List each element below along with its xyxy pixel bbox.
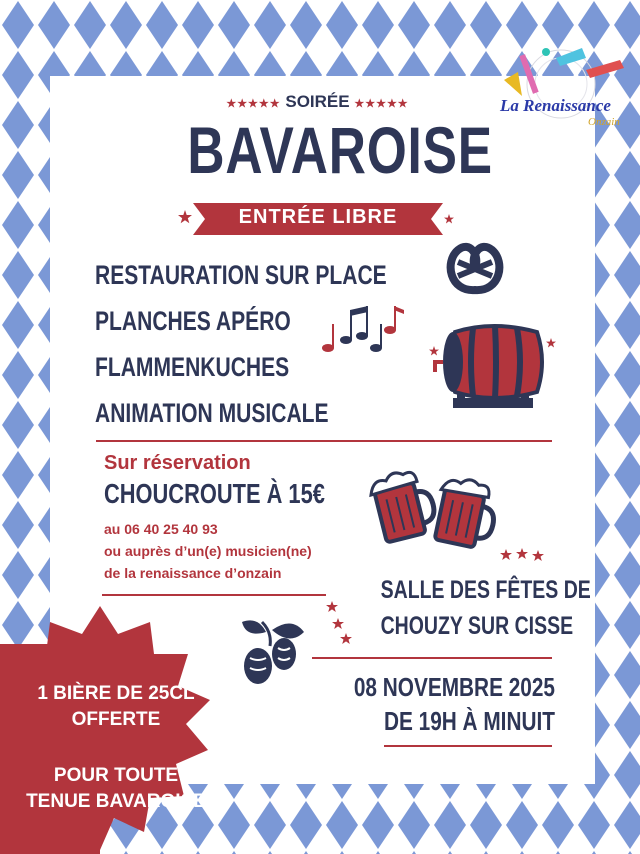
venue-line: SALLE DES FÊTES DE bbox=[380, 576, 591, 604]
star-icon bbox=[178, 210, 192, 224]
divider bbox=[312, 657, 552, 659]
divider bbox=[384, 745, 552, 747]
pretzel-icon bbox=[440, 232, 510, 298]
badge-line: OFFERTE bbox=[71, 709, 161, 730]
star-icon bbox=[546, 338, 556, 348]
badge-line: 1 BIÈRE DE 25CL bbox=[37, 683, 195, 704]
divider bbox=[96, 440, 552, 442]
pre-title bbox=[215, 92, 420, 112]
feature-item: ANIMATION MUSICALE bbox=[95, 398, 329, 428]
reservation-phone: au 06 40 25 40 93 bbox=[104, 521, 218, 537]
feature-item: RESTAURATION SUR PLACE bbox=[95, 260, 387, 290]
reservation-line: de la renaissance d’onzain bbox=[104, 565, 282, 581]
star-icon bbox=[500, 548, 548, 562]
ribbon-text: ENTRÉE LIBRE bbox=[238, 206, 398, 228]
stars-right: ★★★★★ bbox=[354, 98, 409, 110]
time-line: DE 19H À MINUIT bbox=[383, 706, 555, 736]
reservation-line: ou auprès d’un(e) musicien(ne) bbox=[104, 543, 312, 559]
reservation-meal: CHOUCROUTE À 15€ bbox=[104, 478, 325, 509]
music-notes-icon bbox=[318, 296, 408, 360]
beer-mugs-icon bbox=[368, 462, 498, 554]
star-icon bbox=[444, 214, 454, 224]
reservation-label: Sur réservation bbox=[104, 452, 251, 474]
venue-line: CHOUZY SUR CISSE bbox=[380, 612, 574, 640]
divider bbox=[102, 594, 326, 596]
logo-name: La Renaissance bbox=[500, 96, 611, 115]
page-title: BAVAROISE bbox=[187, 113, 493, 187]
badge-line: TENUE BAVAROISE bbox=[26, 791, 206, 812]
badge-line: POUR TOUTE bbox=[53, 765, 179, 786]
feature-item: FLAMMENKUCHES bbox=[95, 352, 290, 382]
beer-barrel-icon bbox=[425, 322, 555, 414]
feature-item: PLANCHES APÉRO bbox=[95, 306, 291, 336]
stars-left: ★★★★★ bbox=[226, 98, 281, 110]
date-line: 08 NOVEMBRE 2025 bbox=[353, 672, 555, 702]
instruments-logo-icon bbox=[486, 36, 636, 146]
star-icon bbox=[429, 346, 439, 356]
star-icon bbox=[326, 600, 354, 646]
pre-title-text: SOIRÉE bbox=[285, 92, 350, 111]
logo-subtitle: Onzain bbox=[588, 116, 620, 128]
